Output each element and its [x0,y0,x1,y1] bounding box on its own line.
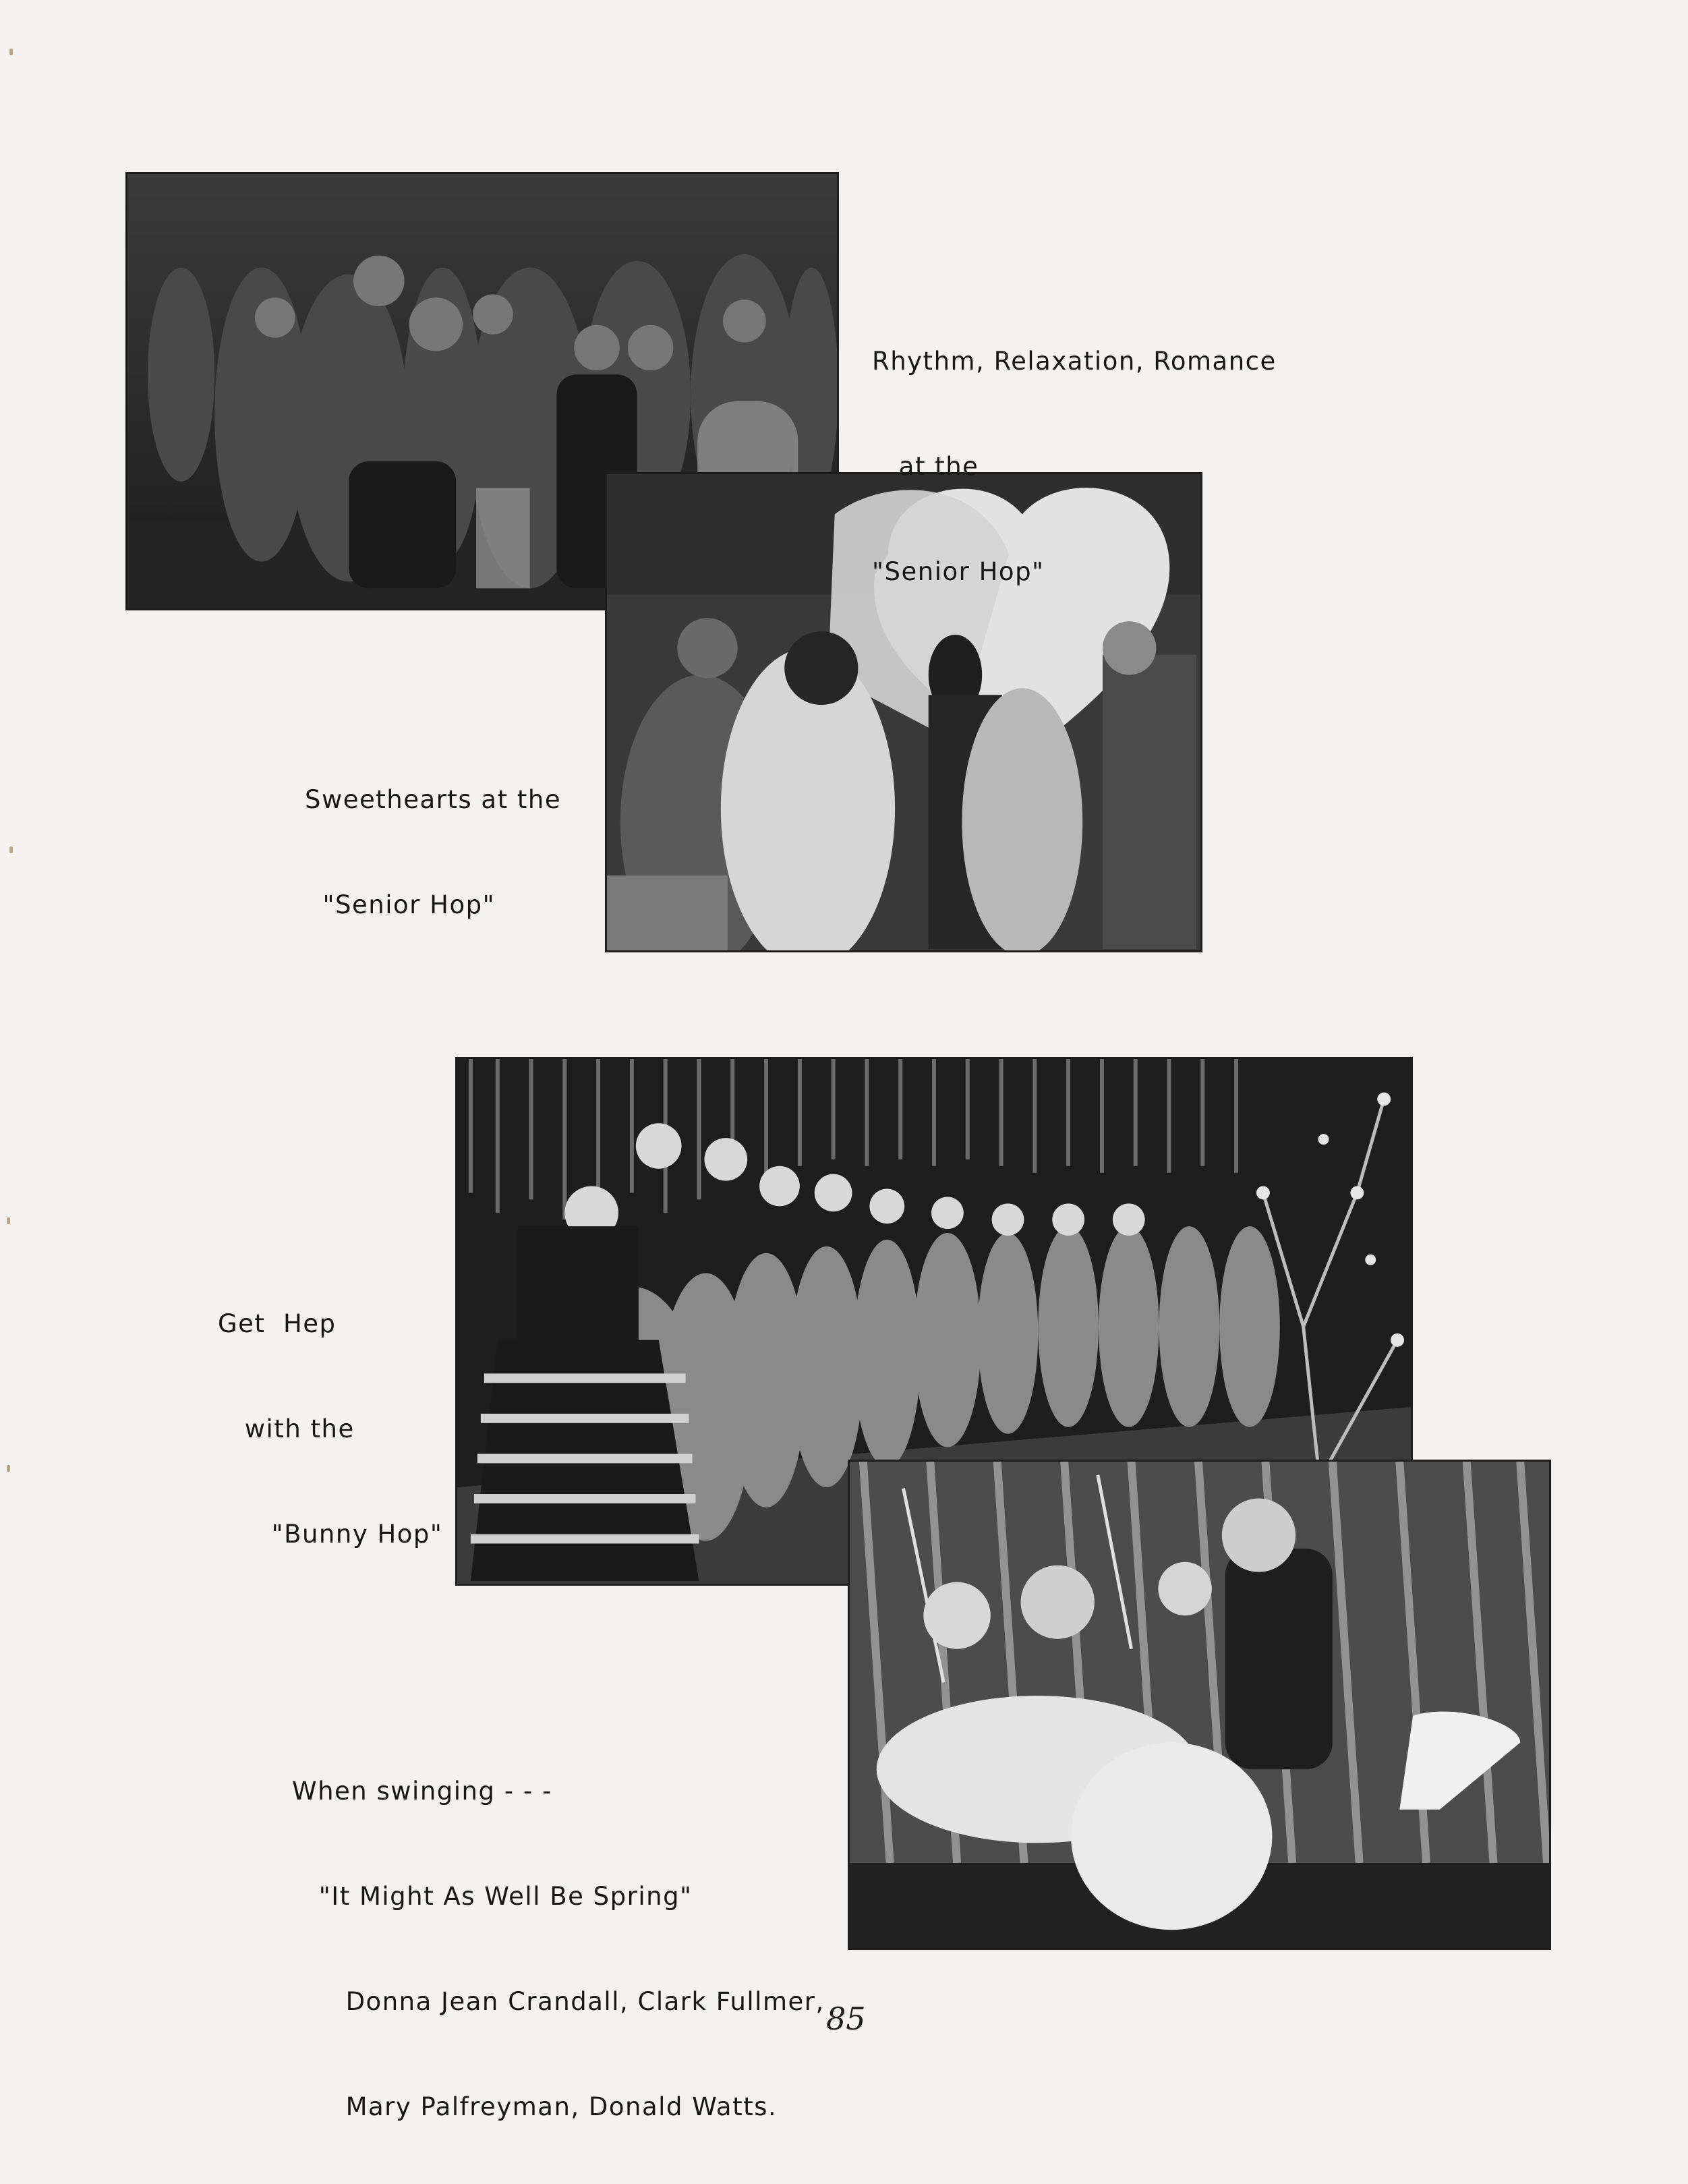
swinging-photo [848,1460,1551,1950]
caption-line: Mary Palfreyman, Donald Watts. [292,2092,778,2121]
margin-speck [9,49,13,55]
page-number: 85 [826,2001,866,2037]
sweethearts-caption [305,712,561,958]
caption-line: Donna Jean Crandall, Clark Fullmer, [292,1987,825,2016]
bunny-hop-caption [218,1236,442,1587]
caption-line: Sweethearts at the [305,785,562,814]
caption-line: at the [872,452,979,481]
caption-line: Get Hep [218,1309,337,1338]
caption-line: "Senior Hop" [872,557,1045,586]
margin-speck [7,1217,10,1224]
caption-line: "Senior Hop" [305,890,496,919]
caption-line: "Bunny Hop" [218,1520,443,1549]
margin-speck [7,1465,10,1472]
caption-line: "It Might As Well Be Spring" [292,1882,693,1911]
caption-line: When swinging - - - [292,1777,552,1806]
senior-hop-caption [872,274,1277,625]
caption-line: Rhythm, Relaxation, Romance [872,347,1277,376]
swinging-caption [292,1704,825,2160]
caption-line: with the [218,1414,355,1443]
margin-speck [9,846,13,853]
